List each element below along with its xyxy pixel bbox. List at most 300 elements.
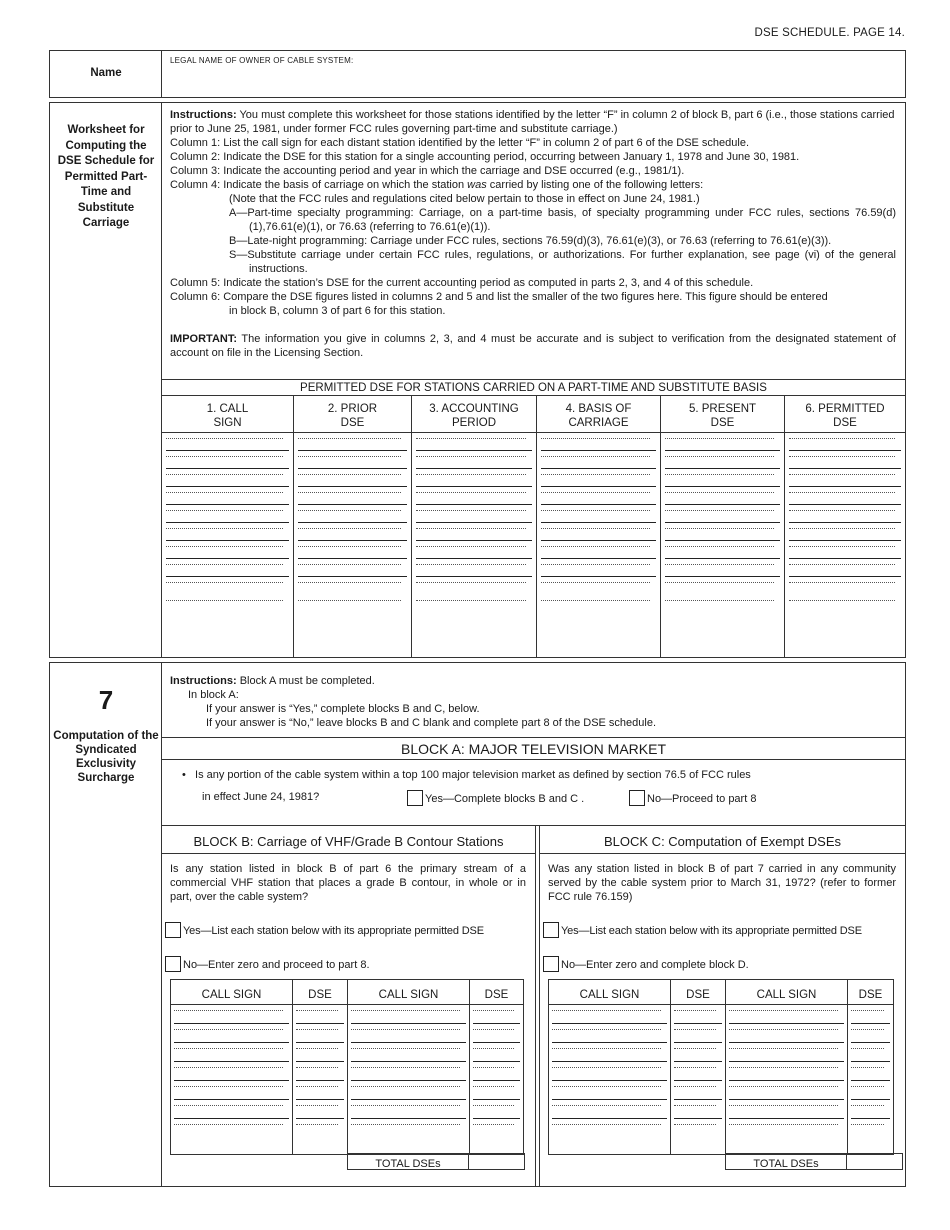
dotted-guide	[166, 438, 283, 439]
dotted-guide	[298, 528, 401, 529]
owner-name-label: LEGAL NAME OF OWNER OF CABLE SYSTEM:	[170, 56, 354, 65]
entry-line[interactable]	[789, 505, 901, 523]
total-dses-label: TOTAL DSEs	[348, 1154, 469, 1169]
entry-line[interactable]	[298, 595, 407, 613]
dotted-guide	[298, 474, 401, 475]
dotted-guide	[541, 582, 650, 583]
entry-line[interactable]	[298, 505, 407, 523]
dotted-guide	[789, 600, 895, 601]
dse-col	[848, 980, 893, 1154]
name-title: Name	[90, 67, 122, 79]
worksheet-content	[162, 103, 905, 657]
call-sign-col	[549, 980, 671, 1154]
entry-line[interactable]	[166, 595, 289, 613]
call-sign-entries[interactable]	[174, 1005, 289, 1138]
entry-line[interactable]	[851, 1119, 890, 1138]
entry-line[interactable]	[298, 487, 407, 505]
block-a-no-checkbox[interactable]	[629, 790, 645, 806]
dotted-guide	[665, 564, 774, 565]
column3-instruction: Column 3: Indicate the accounting period and year in which the carriage and DSE occurred (e.g., 1981/1).	[170, 165, 685, 177]
name-side-column	[50, 51, 162, 97]
call-sign-col	[348, 980, 470, 1154]
entry-line[interactable]	[166, 505, 289, 523]
dotted-guide	[351, 1086, 460, 1087]
section7-side-title: Computation of the Syndicated Exclusivity Surcharge	[53, 730, 159, 784]
dotted-guide	[789, 528, 895, 529]
entry-line[interactable]	[552, 1081, 667, 1100]
entry-line[interactable]	[351, 1005, 466, 1024]
entry-line[interactable]	[174, 1100, 289, 1119]
dse-entries[interactable]	[674, 1005, 722, 1138]
entry-line[interactable]	[552, 1062, 667, 1081]
dotted-guide	[351, 1124, 460, 1125]
block-c-question: Was any station listed in block B of part 7 carried in any community served by the cable system prior to March 31, 1972? (refer to former FCC rule 76.159)	[548, 863, 896, 903]
entry-line[interactable]	[674, 1043, 722, 1062]
block-b-question: Is any station listed in block B of part 6 the primary stream of a commercial VHF station that places a grade B contour, in whole or in part, over the cable system?	[170, 863, 526, 903]
entry-line[interactable]	[541, 577, 656, 595]
block-c	[540, 826, 905, 1186]
dotted-guide	[298, 600, 401, 601]
entry-line[interactable]	[851, 1024, 890, 1043]
dotted-guide	[789, 438, 895, 439]
dotted-guide	[674, 1067, 716, 1068]
dotted-guide	[298, 564, 401, 565]
entry-line[interactable]	[296, 1005, 344, 1024]
dotted-guide	[674, 1124, 716, 1125]
entry-line[interactable]	[166, 577, 289, 595]
entry-line[interactable]	[166, 523, 289, 541]
dotted-guide	[351, 1048, 460, 1049]
worksheet-instructions	[170, 108, 896, 360]
dse-entries[interactable]	[851, 1005, 890, 1138]
call-sign-entries[interactable]	[729, 1005, 844, 1138]
entry-line[interactable]	[416, 451, 532, 469]
entry-line[interactable]	[552, 1024, 667, 1043]
permitted-dse-table-title: PERMITTED DSE FOR STATIONS CARRIED ON A PART-TIME AND SUBSTITUTE BASIS	[162, 379, 905, 396]
dotted-guide	[851, 1105, 884, 1106]
dotted-guide	[296, 1029, 338, 1030]
entry-line[interactable]	[296, 1100, 344, 1119]
entry-line[interactable]	[296, 1062, 344, 1081]
col-header: 5. PRESENT DSE	[661, 396, 784, 433]
dotted-guide	[298, 582, 401, 583]
entry-line[interactable]	[665, 559, 780, 577]
entry-line[interactable]	[552, 1119, 667, 1138]
block-a-question: • Is any portion of the cable system within a top 100 major television market as defined by section 76.5 of FCC rules	[182, 769, 751, 781]
block-c-no-option[interactable]: No—Enter zero and complete block D.	[543, 956, 749, 972]
entry-line[interactable]	[351, 1119, 466, 1138]
block-c-title: BLOCK C: Computation of Exempt DSEs	[540, 826, 905, 854]
dotted-guide	[174, 1105, 283, 1106]
dotted-guide	[296, 1067, 338, 1068]
section7-instructions: Instructions: Block A must be completed. In block A: If your answer is “Yes,” complete blocks B and C, below. If your answer is “No,” leave blocks B and C blank and complete part 8 of the DSE schedule.	[170, 675, 657, 729]
entry-line[interactable]	[166, 541, 289, 559]
entry-line[interactable]	[416, 469, 532, 487]
entry-line[interactable]	[473, 1081, 520, 1100]
entry-line[interactable]	[729, 1062, 844, 1081]
dotted-guide	[789, 510, 895, 511]
dotted-guide	[541, 528, 650, 529]
dotted-guide	[174, 1048, 283, 1049]
entry-line[interactable]	[416, 523, 532, 541]
dotted-guide	[416, 456, 526, 457]
worksheet-side-title: Worksheet for Computing the DSE Schedule for Permitted Part-Time and Substitute Carriage	[57, 124, 155, 229]
dotted-guide	[552, 1124, 661, 1125]
dotted-guide	[665, 528, 774, 529]
entry-line[interactable]	[166, 433, 289, 451]
dotted-guide	[416, 564, 526, 565]
entry-line[interactable]	[541, 523, 656, 541]
entry-line[interactable]	[541, 451, 656, 469]
call-sign-header: CALL SIGN	[171, 980, 292, 1005]
dotted-guide	[166, 510, 283, 511]
entry-line[interactable]	[789, 487, 901, 505]
entry-line[interactable]	[174, 1024, 289, 1043]
entry-line[interactable]	[729, 1005, 844, 1024]
dse-header: DSE	[848, 980, 893, 1005]
dotted-guide	[298, 546, 401, 547]
column2-instruction: Column 2: Indicate the DSE for this station for a single accounting period, occurring between January 1, 1978 and June 30, 1981.	[170, 151, 800, 163]
entry-line[interactable]	[473, 1062, 520, 1081]
dotted-guide	[552, 1086, 661, 1087]
accounting-period-entry-lines[interactable]	[416, 433, 532, 613]
entry-line[interactable]	[789, 541, 901, 559]
col-header: 4. BASIS OF CARRIAGE	[537, 396, 660, 433]
call-sign-entries[interactable]	[552, 1005, 667, 1138]
section7-side-column	[50, 663, 162, 1186]
dotted-guide	[473, 1105, 514, 1106]
entry-line[interactable]	[416, 577, 532, 595]
entry-line[interactable]	[298, 577, 407, 595]
dotted-guide	[473, 1010, 514, 1011]
dotted-guide	[416, 474, 526, 475]
entry-line[interactable]	[552, 1043, 667, 1062]
name-section	[49, 50, 906, 98]
dotted-guide	[541, 564, 650, 565]
entry-line[interactable]	[298, 451, 407, 469]
entry-line[interactable]	[166, 451, 289, 469]
entry-line[interactable]	[174, 1119, 289, 1138]
entry-line[interactable]	[351, 1100, 466, 1119]
entry-line[interactable]	[298, 541, 407, 559]
entry-line[interactable]	[174, 1005, 289, 1024]
dotted-guide	[296, 1124, 338, 1125]
entry-line[interactable]	[298, 433, 407, 451]
entry-line[interactable]	[296, 1119, 344, 1138]
basis-s: S—Substitute carriage under certain FCC rules, regulations, or authorizations. For further explanation, see page (vi) of the general instructions.	[229, 249, 896, 275]
dotted-guide	[541, 438, 650, 439]
entry-line[interactable]	[351, 1081, 466, 1100]
permitted-dse-entry-lines[interactable]	[789, 433, 901, 613]
dotted-guide	[665, 474, 774, 475]
dotted-guide	[674, 1048, 716, 1049]
call-sign-header: CALL SIGN	[726, 980, 847, 1005]
block-b-title: BLOCK B: Carriage of VHF/Grade B Contour Stations	[162, 826, 535, 854]
dotted-guide	[729, 1010, 838, 1011]
dotted-guide	[166, 456, 283, 457]
entry-line[interactable]	[473, 1119, 520, 1138]
dotted-guide	[296, 1010, 338, 1011]
dotted-guide	[416, 582, 526, 583]
part-number: 7	[98, 685, 114, 715]
dotted-guide	[298, 456, 401, 457]
dotted-guide	[296, 1105, 338, 1106]
entry-line[interactable]	[665, 595, 780, 613]
dotted-guide	[665, 600, 774, 601]
permitted-dse-table	[162, 396, 905, 657]
entry-line[interactable]	[174, 1062, 289, 1081]
important-note: IMPORTANT: The information you give in columns 2, 3, and 4 must be accurate and is subject to verification from the designated statement of account on file in the Licensing Section.	[170, 333, 896, 359]
entry-line[interactable]	[541, 487, 656, 505]
entry-line[interactable]	[541, 469, 656, 487]
dotted-guide	[674, 1010, 716, 1011]
entry-line[interactable]	[851, 1043, 890, 1062]
dse-col	[470, 980, 523, 1154]
col-basis-of-carriage	[537, 396, 661, 657]
block-a-question-cont: in effect June 24, 1981?	[202, 791, 320, 803]
entry-line[interactable]	[166, 487, 289, 505]
block-b-yes-checkbox[interactable]	[165, 922, 181, 938]
entry-line[interactable]	[541, 505, 656, 523]
entry-line[interactable]	[674, 1100, 722, 1119]
dotted-guide	[789, 456, 895, 457]
block-b-no-checkbox[interactable]	[165, 956, 181, 972]
entry-line[interactable]	[674, 1005, 722, 1024]
entry-line[interactable]	[665, 469, 780, 487]
entry-line[interactable]	[296, 1024, 344, 1043]
col-accounting-period	[412, 396, 537, 657]
section-7	[49, 662, 906, 1187]
entry-line[interactable]	[174, 1081, 289, 1100]
dotted-guide	[541, 492, 650, 493]
dotted-guide	[174, 1124, 283, 1125]
col-present-dse	[661, 396, 785, 657]
entry-line[interactable]	[665, 505, 780, 523]
instructions-intro: You must complete this worksheet for those stations identified by the letter “F” in column 2 of block B, part 6 (i.e., those stations carried prior to June 25, 1981, under former FCC rules governing part-time and substitute carriage.)	[170, 109, 895, 135]
entry-line[interactable]	[473, 1100, 520, 1119]
entry-line[interactable]	[298, 469, 407, 487]
block-b-no-option[interactable]: No—Enter zero and proceed to part 8.	[165, 956, 370, 972]
entry-line[interactable]	[298, 523, 407, 541]
entry-line[interactable]	[473, 1043, 520, 1062]
entry-line[interactable]	[541, 433, 656, 451]
column1-instruction: Column 1: List the call sign for each distant station identified by the letter “F” in column 2 of part 6 of the DSE schedule.	[170, 137, 750, 149]
entry-line[interactable]	[166, 469, 289, 487]
column4-note: (Note that the FCC rules and regulations cited below pertain to those in effect on June 24, 1981.)	[229, 193, 700, 205]
entry-line[interactable]	[729, 1024, 844, 1043]
entry-line[interactable]	[298, 559, 407, 577]
column5-instruction: Column 5: Indicate the station’s DSE for the current accounting period as computed in parts 2, 3, and 4 of this schedule.	[170, 277, 754, 289]
entry-line[interactable]	[729, 1100, 844, 1119]
dse-entries[interactable]	[296, 1005, 344, 1138]
entry-line[interactable]	[674, 1024, 722, 1043]
dotted-guide	[665, 582, 774, 583]
dotted-guide	[166, 474, 283, 475]
dotted-guide	[473, 1067, 514, 1068]
entry-line[interactable]	[665, 523, 780, 541]
entry-line[interactable]	[674, 1119, 722, 1138]
entry-line[interactable]	[665, 433, 780, 451]
dotted-guide	[674, 1086, 716, 1087]
call-sign-entries[interactable]	[351, 1005, 466, 1138]
entry-line[interactable]	[174, 1043, 289, 1062]
block-b-yes-option[interactable]: Yes—List each station below with its appropriate permitted DSE	[165, 922, 535, 938]
entry-line[interactable]	[296, 1043, 344, 1062]
entry-line[interactable]	[789, 469, 901, 487]
entry-line[interactable]	[789, 451, 901, 469]
dotted-guide	[665, 456, 774, 457]
entry-line[interactable]	[674, 1081, 722, 1100]
dotted-guide	[351, 1067, 460, 1068]
entry-line[interactable]	[416, 433, 532, 451]
entry-line[interactable]	[351, 1043, 466, 1062]
dotted-guide	[851, 1124, 884, 1125]
dotted-guide	[174, 1086, 283, 1087]
entry-line[interactable]	[789, 595, 901, 613]
entry-line[interactable]	[416, 559, 532, 577]
block-c-yes-option[interactable]: Yes—List each station below with its appropriate permitted DSE	[543, 922, 905, 938]
dotted-guide	[166, 600, 283, 601]
entry-line[interactable]	[851, 1081, 890, 1100]
dotted-guide	[166, 546, 283, 547]
dotted-guide	[416, 546, 526, 547]
owner-name-field[interactable]	[162, 51, 905, 97]
block-c-call-sign-table	[548, 979, 894, 1155]
dotted-guide	[416, 438, 526, 439]
instructions-label: Instructions:	[170, 109, 237, 121]
entry-line[interactable]	[351, 1024, 466, 1043]
entry-line[interactable]	[789, 577, 901, 595]
entry-line[interactable]	[674, 1062, 722, 1081]
dse-header: DSE	[293, 980, 347, 1005]
col-header: 1. CALL SIGN	[162, 396, 293, 433]
entry-line[interactable]	[296, 1081, 344, 1100]
dotted-guide	[729, 1124, 838, 1125]
present-dse-entry-lines[interactable]	[665, 433, 780, 613]
entry-line[interactable]	[665, 577, 780, 595]
block-c-yes-checkbox[interactable]	[543, 922, 559, 938]
dotted-guide	[665, 510, 774, 511]
dotted-guide	[789, 564, 895, 565]
basis-of-carriage-entry-lines[interactable]	[541, 433, 656, 613]
entry-line[interactable]	[552, 1005, 667, 1024]
dotted-guide	[166, 528, 283, 529]
entry-line[interactable]	[665, 451, 780, 469]
dotted-guide	[473, 1048, 514, 1049]
dse-header: DSE	[671, 980, 725, 1005]
entry-line[interactable]	[789, 523, 901, 541]
entry-line[interactable]	[166, 559, 289, 577]
page-header: DSE SCHEDULE. PAGE 14.	[754, 27, 905, 39]
dotted-guide	[851, 1010, 884, 1011]
col-call-sign	[162, 396, 294, 657]
dotted-guide	[174, 1029, 283, 1030]
dotted-guide	[541, 510, 650, 511]
block-a-title: BLOCK A: MAJOR TELEVISION MARKET	[162, 737, 905, 760]
dotted-guide	[351, 1105, 460, 1106]
dotted-guide	[351, 1029, 460, 1030]
col-header: 6. PERMITTED DSE	[785, 396, 905, 433]
column6-instruction-cont: in block B, column 3 of part 6 for this station.	[229, 305, 446, 317]
entry-line[interactable]	[851, 1100, 890, 1119]
worksheet-section	[49, 102, 906, 658]
entry-line[interactable]	[416, 595, 532, 613]
entry-line[interactable]	[351, 1062, 466, 1081]
entry-line[interactable]	[729, 1043, 844, 1062]
col-permitted-dse	[785, 396, 905, 657]
dse-col	[671, 980, 726, 1154]
block-c-no-checkbox[interactable]	[543, 956, 559, 972]
dotted-guide	[665, 546, 774, 547]
dotted-guide	[166, 492, 283, 493]
dse-header: DSE	[470, 980, 523, 1005]
entry-line[interactable]	[851, 1005, 890, 1024]
entry-line[interactable]	[789, 559, 901, 577]
entry-line[interactable]	[729, 1081, 844, 1100]
entry-line[interactable]	[789, 433, 901, 451]
dotted-guide	[552, 1029, 661, 1030]
dotted-guide	[416, 600, 526, 601]
entry-line[interactable]	[851, 1062, 890, 1081]
entry-line[interactable]	[473, 1024, 520, 1043]
dotted-guide	[552, 1067, 661, 1068]
dotted-guide	[851, 1029, 884, 1030]
basis-a: A—Part-time specialty programming: Carriage, on a part-time basis, of specialty programming under FCC rules, sections 76.59(d)(1),76.61(e)(1), or 76.63 (referring to 76.61(e)(1)).	[229, 207, 896, 233]
block-a-yes-checkbox[interactable]	[407, 790, 423, 806]
entry-line[interactable]	[729, 1119, 844, 1138]
block-b-call-sign-table	[170, 979, 524, 1155]
block-a-no-option[interactable]: No—Proceed to part 8	[629, 790, 756, 806]
dotted-guide	[789, 474, 895, 475]
prior-dse-entry-lines[interactable]	[298, 433, 407, 613]
call-sign-header: CALL SIGN	[549, 980, 670, 1005]
entry-line[interactable]	[541, 595, 656, 613]
block-b-total-row	[347, 1153, 525, 1170]
dotted-guide	[552, 1048, 661, 1049]
entry-line[interactable]	[416, 487, 532, 505]
section7-content	[162, 663, 905, 1186]
entry-line[interactable]	[473, 1005, 520, 1024]
call-sign-entry-lines[interactable]	[166, 433, 289, 613]
dotted-guide	[674, 1029, 716, 1030]
dotted-guide	[789, 546, 895, 547]
block-b	[162, 826, 535, 1186]
entry-line[interactable]	[416, 541, 532, 559]
dotted-guide	[729, 1048, 838, 1049]
dse-entries[interactable]	[473, 1005, 520, 1138]
dotted-guide	[296, 1048, 338, 1049]
dotted-guide	[416, 528, 526, 529]
column6-instruction: Column 6: Compare the DSE figures listed in columns 2 and 5 and list the smaller of the two figures here. This figure should be entered	[170, 291, 828, 303]
dotted-guide	[665, 438, 774, 439]
dotted-guide	[851, 1086, 884, 1087]
dotted-guide	[674, 1105, 716, 1106]
dotted-guide	[296, 1086, 338, 1087]
dotted-guide	[789, 492, 895, 493]
entry-line[interactable]	[665, 487, 780, 505]
dse-col	[293, 980, 348, 1154]
entry-line[interactable]	[541, 559, 656, 577]
dotted-guide	[174, 1067, 283, 1068]
dotted-guide	[416, 510, 526, 511]
entry-line[interactable]	[552, 1100, 667, 1119]
call-sign-header: CALL SIGN	[348, 980, 469, 1005]
entry-line[interactable]	[416, 505, 532, 523]
block-a-yes-option[interactable]: Yes—Complete blocks B and C .	[407, 790, 584, 806]
entry-line[interactable]	[665, 541, 780, 559]
entry-line[interactable]	[541, 541, 656, 559]
block-c-total-row	[725, 1153, 903, 1170]
